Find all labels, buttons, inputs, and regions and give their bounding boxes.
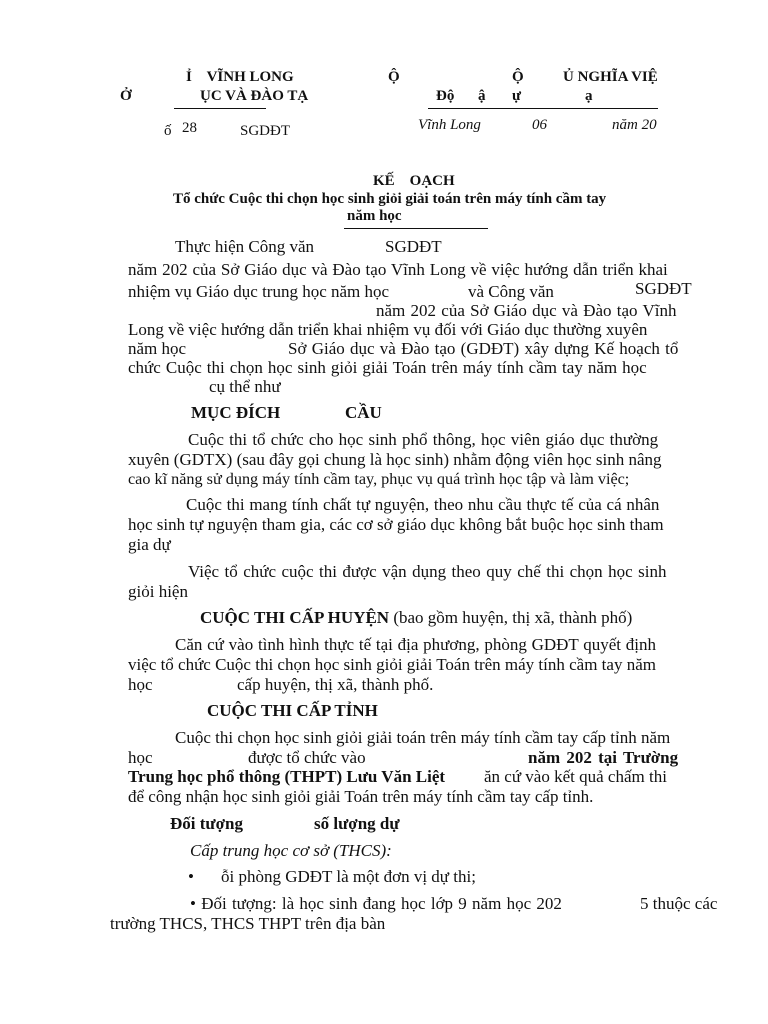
section3-line3-b: ăn cứ vào kết quả chấm thi: [484, 767, 667, 786]
motto-line1-a: Ộ: [388, 69, 400, 85]
section3-line4: để công nhận học sinh giỏi giải Toán trên máy tính cầm tay cấp tỉnh.: [128, 787, 594, 806]
motto-line2-d: ạ: [585, 88, 593, 104]
bullet2-line2: trường THCS, THCS THPT trên địa bàn: [110, 914, 386, 933]
bullet1-text: ỗi phòng GDĐT là một đơn vị dự thi;: [221, 867, 476, 886]
section3-heading: CUỘC THI CẤP TỈNH: [207, 701, 378, 720]
section1-p2-line2: học sinh tự nguyện tham gia, các cơ sở giáo dục không bắt buộc học sinh tham: [128, 515, 664, 534]
section1-p3-line2: giỏi hiện: [128, 582, 188, 601]
section1-p2-line1: Cuộc thi mang tính chất tự nguyện, theo nhu cầu thực tế của cá nhân: [186, 495, 660, 514]
section2-line3-a: học: [128, 675, 153, 694]
title-underline: [344, 228, 488, 229]
intro-line1-b: SGDĐT: [385, 237, 442, 256]
subsection-heading-b: số lượng dự: [314, 814, 400, 833]
agency-underline: [174, 108, 266, 109]
bullet2-text-a: • Đối tượng: là học sinh đang học lớp 9 năm học 202: [190, 894, 562, 913]
section1-heading-a: MỤC ĐÍCH: [191, 403, 281, 422]
bullet-dot-1: •: [188, 867, 194, 886]
section2-line3-b: cấp huyện, thị xã, thành phố.: [237, 675, 434, 694]
section3-line2-c: năm 202 tại Trường: [528, 748, 679, 767]
bullet2-text-b: 5 thuộc các: [640, 894, 718, 913]
date-year: năm 20: [612, 117, 657, 133]
section1-p3-line1: Việc tổ chức cuộc thi được vận dụng theo quy chế thi chọn học sinh: [188, 562, 667, 581]
section3-line3-a: Trung học phổ thông (THPT) Lưu Văn Liệt: [128, 767, 446, 786]
intro-line1-a: Thực hiện Công văn: [175, 237, 315, 256]
section2-heading: [200, 609, 632, 626]
section3-line2-b: được tổ chức vào: [248, 748, 366, 767]
motto-line1-c: Ủ NGHĨA VIỆ: [563, 69, 658, 85]
intro-line5: Long về việc hướng dẫn triển khai nhiệm vụ đối với Giáo dục thường xuyên: [128, 320, 648, 339]
section2-heading-rest: (bao gồm huyện, thị xã, thành phố): [389, 608, 633, 627]
motto-underline: [428, 108, 658, 109]
date-place: Vĩnh Long: [418, 117, 481, 133]
intro-line6-b: Sở Giáo dục và Đào tạo (GDĐT) xây dựng Kế hoạch tổ: [288, 339, 679, 358]
intro-line3-b: và Công văn: [468, 282, 554, 301]
doc-title: KẾ OẠCH: [373, 173, 455, 189]
section1-p1-line1: Cuộc thi tổ chức cho học sinh phổ thông, học viên giáo dục thường: [188, 430, 659, 449]
motto-line2-a: Độ: [436, 88, 455, 104]
date-month: 06: [532, 117, 547, 133]
section1-p1-line2: xuyên (GDTX) (sau đây gọi chung là học sinh) nhằm động viên học sinh nâng: [128, 450, 662, 469]
motto-line1-b: Ộ: [512, 69, 524, 85]
section2-heading-bold: CUỘC THI CẤP HUYỆN: [200, 608, 390, 627]
motto-line2-b: ậ: [478, 88, 486, 104]
doc-number: 28: [182, 120, 197, 136]
intro-line6-a: năm học: [128, 339, 187, 358]
agency-name-line2: ỤC VÀ ĐÀO TẠ: [200, 88, 309, 104]
doc-subtitle: Tổ chức Cuộc thi chọn học sinh giỏi giải toán trên máy tính cầm tay: [173, 191, 607, 207]
intro-line2: năm 202 của Sở Giáo dục và Đào tạo Vĩnh Long về việc hướng dẫn triển khai: [128, 260, 668, 279]
doc-subtitle-year: năm học: [347, 208, 402, 224]
intro-line4: năm 202 của Sở Giáo dục và Đào tạo Vĩnh: [376, 301, 677, 320]
agency-name-line2-prefix: Ở: [120, 88, 132, 104]
section2-line2: việc tổ chức Cuộc thi chọn học sinh giỏi giải Toán trên máy tính cầm tay năm: [128, 655, 656, 674]
section1-p2-line3: gia dự: [128, 535, 171, 554]
intro-line3-a: nhiệm vụ Giáo dục trung học năm học: [128, 282, 390, 301]
section3-line1: Cuộc thi chọn học sinh giỏi giải toán trên máy tính cầm tay cấp tỉnh năm: [175, 728, 671, 747]
motto-line2-c: ự: [512, 88, 522, 104]
subsection-heading-a: Đối tượng: [170, 814, 243, 833]
doc-number-prefix: ố: [164, 123, 172, 139]
section2-line1: Căn cứ vào tình hình thực tế tại địa phương, phòng GDĐT quyết định: [175, 635, 656, 654]
intro-line7: chức Cuộc thi chọn học sinh giỏi giải Toán trên máy tính cầm tay năm học: [128, 358, 647, 377]
intro-line3-c: SGDĐT: [635, 279, 692, 298]
level-label: Cấp trung học cơ sở (THCS):: [190, 841, 392, 860]
doc-number-suffix: SGDĐT: [240, 123, 291, 139]
intro-line8: cụ thể như: [209, 377, 281, 396]
agency-name-line1: Ỉ VĨNH LONG: [186, 69, 294, 85]
section3-line2-a: học: [128, 748, 153, 767]
section1-heading-b: CẦU: [345, 403, 382, 422]
section1-p1-line3: cao kĩ năng sử dụng máy tính cầm tay, phục vụ quá trình học tập và làm việc;: [128, 470, 630, 488]
